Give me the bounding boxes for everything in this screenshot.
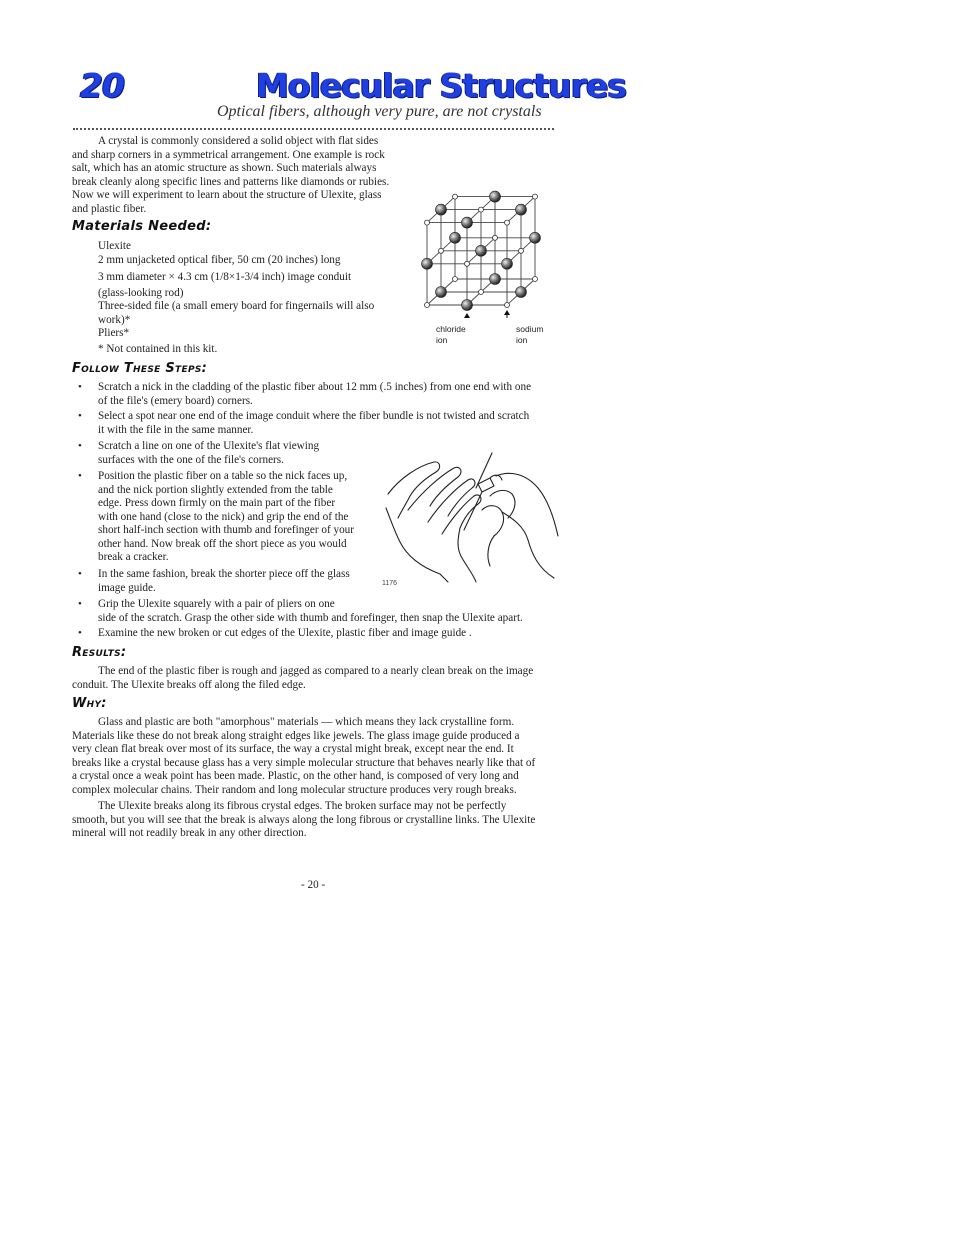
- bullet-icon: •: [78, 627, 82, 639]
- chloride-ion: [462, 300, 473, 311]
- hands-illustration: [378, 448, 560, 583]
- materials-item: 2 mm unjacketed optical fiber, 50 cm (20 inches) long: [98, 253, 341, 266]
- step-item: [98, 627, 558, 641]
- why-line: a crystal once a weak point has been made. Plastic, on the other hand, is composed of very long and: [72, 770, 519, 782]
- step-line: break a cracker.: [98, 551, 169, 563]
- crystal-lattice-diagram: [405, 140, 565, 320]
- intro-line: salt, which has an atomic structure as shown. Such materials always: [72, 162, 377, 174]
- step-item: [98, 470, 373, 565]
- chloride-ion: [422, 258, 433, 269]
- step-item: [98, 440, 373, 467]
- step-line: edge. Press down firmly on the main part of the fiber: [98, 497, 336, 509]
- chloride-ion: [490, 274, 501, 285]
- sodium-ion: [505, 220, 510, 225]
- materials-item: work)*: [98, 313, 131, 326]
- sodium-ion: [453, 277, 458, 282]
- chloride-ion: [436, 287, 447, 298]
- step-line: Select a spot near one end of the image conduit where the fiber bundle is not twisted and scratch: [98, 410, 530, 422]
- intro-paragraph: [72, 135, 412, 216]
- step-line: it with the file in the same manner.: [98, 423, 254, 436]
- bullet-icon: •: [78, 568, 82, 580]
- chloride-ion-label: [436, 324, 466, 345]
- materials-heading: Materials Needed:: [72, 219, 212, 234]
- materials-item: Ulexite: [98, 240, 131, 252]
- sodium-arrowhead: [504, 310, 510, 315]
- step-line: surfaces with the one of the file's corners.: [98, 453, 284, 466]
- results-paragraph: [72, 665, 562, 692]
- step-line: short half-inch section with thumb and forefinger of your: [98, 524, 355, 536]
- label-line: chloride: [436, 324, 466, 334]
- sodium-ion-label: [516, 324, 543, 345]
- sodium-ion: [479, 207, 484, 212]
- chloride-ion: [516, 204, 527, 215]
- header-divider: [73, 128, 554, 130]
- intro-line: and sharp corners in a symmetrical arrangement. One example is rock: [72, 148, 385, 161]
- step-line: Position the plastic fiber on a table so the nick faces up,: [98, 470, 348, 482]
- figure-caption: 1176: [382, 580, 398, 587]
- step-line: Examine the new broken or cut edges of the Ulexite, plastic fiber and image guide .: [98, 627, 472, 639]
- materials-item: Three-sided file (a small emery board for fingernails will also: [98, 300, 375, 312]
- sodium-ion: [493, 235, 498, 240]
- materials-item: 3 mm diameter × 4.3 cm (1/8×1-3/4 inch) image conduit: [98, 271, 352, 283]
- sodium-ion: [533, 277, 538, 282]
- chloride-ion: [530, 232, 541, 243]
- materials-item: (glass-looking rod): [98, 286, 184, 299]
- chloride-ion: [450, 232, 461, 243]
- step-line: Scratch a line on one of the Ulexite's flat viewing: [98, 440, 320, 452]
- step-line: image guide.: [98, 581, 156, 594]
- materials-item: Pliers*: [98, 327, 130, 339]
- results-line: The end of the plastic fiber is rough and jagged as compared to a nearly clean break on the image: [98, 665, 534, 677]
- rock-salt-crystal-figure: [405, 140, 565, 350]
- page-title: Molecular Structures: [256, 66, 627, 105]
- sodium-ion: [465, 261, 470, 266]
- chloride-ion: [516, 287, 527, 298]
- why-paragraph-2: [72, 800, 562, 841]
- chloride-ion: [490, 191, 501, 202]
- label-line: ion: [516, 334, 528, 345]
- step-line: Grip the Ulexite squarely with a pair of pliers on one: [98, 598, 335, 610]
- step-item: [98, 381, 558, 408]
- bullet-icon: •: [78, 410, 82, 422]
- step-line: with one hand (close to the nick) and grip the end of the: [98, 510, 349, 523]
- bullet-icon: •: [78, 470, 82, 482]
- step-item: [98, 568, 373, 595]
- materials-footnote: * Not contained in this kit.: [98, 343, 218, 355]
- results-line: conduit. The Ulexite breaks off along the filed edge.: [72, 678, 306, 691]
- experiment-number: 20: [80, 66, 124, 105]
- why-line: Materials like these do not break along straight edges like jewels. The glass image guide produced a: [72, 729, 520, 742]
- why-line: complex molecular chains. Their random and long molecular structure produces very rough breaks.: [72, 783, 517, 796]
- page-subtitle: Optical fibers, although very pure, are not crystals: [217, 103, 542, 120]
- step-line: Scratch a nick in the cladding of the plastic fiber about 12 mm (.5 inches) from one end with one: [98, 381, 532, 393]
- sodium-ion: [479, 290, 484, 295]
- chloride-ion: [436, 204, 447, 215]
- why-line: The Ulexite breaks along its fibrous crystal edges. The broken surface may not be perfectly: [98, 800, 507, 812]
- step-line: side of the scratch. Grasp the other side with thumb and forefinger, then snap the Ulexite apart.: [98, 611, 523, 624]
- sodium-ion: [519, 248, 524, 253]
- chloride-arrowhead: [464, 313, 470, 318]
- step-item: [98, 410, 558, 437]
- intro-line: and plastic fiber.: [72, 202, 147, 215]
- sodium-ion: [425, 303, 430, 308]
- breaking-fiber-hands-figure: [378, 448, 560, 593]
- sodium-ion: [505, 303, 510, 308]
- step-line: and the nick portion slightly extended from the table: [98, 483, 333, 496]
- bullet-icon: •: [78, 598, 82, 610]
- bullet-icon: •: [78, 381, 82, 393]
- sodium-ion: [533, 194, 538, 199]
- sodium-ion: [425, 220, 430, 225]
- why-paragraph-1: [72, 716, 562, 797]
- why-line: breaks like a crystal because glass has a very simple molecular structure that behaves nearly like that of: [72, 756, 536, 769]
- step-line: other hand. Now break off the short piece as you would: [98, 537, 347, 550]
- results-heading: Results:: [72, 645, 127, 660]
- sodium-ion: [439, 248, 444, 253]
- why-line: smooth, but you will see that the break is always along the long fibrous or crystalline links. The Ulexite: [72, 813, 536, 826]
- intro-line: Now we will experiment to learn about the structure of Ulexite, glass: [72, 189, 382, 201]
- step-line: In the same fashion, break the shorter piece off the glass: [98, 568, 350, 580]
- intro-line: break cleanly along specific lines and patterns like diamonds or rubies.: [72, 175, 390, 188]
- chloride-ion: [462, 217, 473, 228]
- why-line: very clean flat break over most of its surface, the way a crystal might break, except near the end. It: [72, 743, 514, 755]
- why-line: mineral will not readily break in any other direction.: [72, 827, 307, 839]
- intro-line: A crystal is commonly considered a solid object with flat sides: [98, 135, 379, 147]
- step-item: [98, 598, 558, 625]
- label-line: sodium: [516, 324, 544, 334]
- materials-list: [98, 240, 398, 341]
- chloride-ion: [476, 245, 487, 256]
- steps-heading: Follow These Steps:: [72, 361, 208, 376]
- step-line: of the file's (emery board) corners.: [98, 394, 253, 407]
- sodium-ion: [453, 194, 458, 199]
- chloride-ion: [502, 258, 513, 269]
- why-line: Glass and plastic are both "amorphous" materials — which means they lack crystalline form.: [98, 716, 515, 728]
- why-heading: Why:: [72, 696, 107, 711]
- page-number: - 20 -: [301, 879, 326, 891]
- label-line: ion: [436, 334, 448, 345]
- bullet-icon: •: [78, 440, 82, 452]
